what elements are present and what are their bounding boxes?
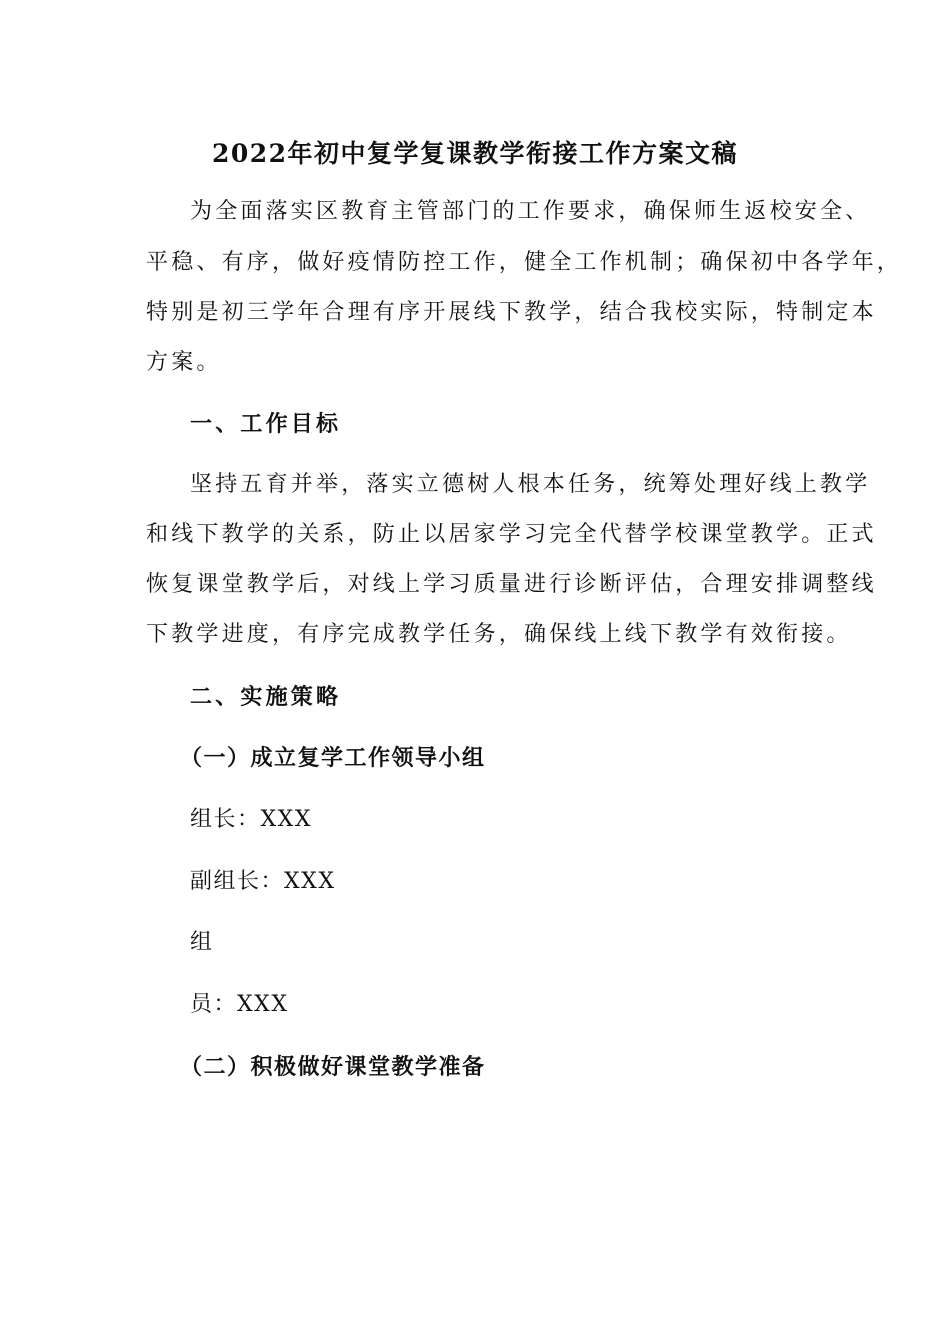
- goals-line-2: 和线下教学的关系，防止以居家学习完全代替学校课堂教学。正式: [146, 522, 877, 547]
- intro-line-1: 为全面落实区教育主管部门的工作要求，确保师生返校安全、: [190, 199, 871, 224]
- goals-line-4: 下教学进度，有序完成教学任务，确保线上线下教学有效衔接。: [146, 622, 852, 647]
- section-heading-strategy: 二、实施策略: [190, 684, 342, 710]
- members-value: 员：XXX: [190, 992, 289, 1017]
- members-label: 组: [190, 930, 214, 955]
- intro-line-2: 平稳、有序，做好疫情防控工作，健全工作机制；确保初中各学年，: [146, 250, 903, 275]
- document-title: 2022年初中复学复课教学衔接工作方案文稿: [211, 139, 739, 168]
- goals-line-3: 恢复课堂教学后，对线上学习质量进行诊断评估，合理安排调整线: [146, 572, 877, 597]
- deputy-leader: 副组长：XXX: [190, 869, 336, 894]
- group-leader: 组长：XXX: [190, 807, 312, 832]
- intro-line-4: 方案。: [146, 350, 222, 375]
- intro-line-3: 特别是初三学年合理有序开展线下教学，结合我校实际，特制定本: [146, 300, 877, 325]
- goals-line-1: 坚持五育并举，落实立德树人根本任务，统筹处理好线上教学: [190, 472, 871, 497]
- subsection-heading-preparation: （二）积极做好课堂教学准备: [180, 1054, 486, 1080]
- section-heading-goals: 一、工作目标: [190, 411, 342, 437]
- subsection-heading-leadership: （一）成立复学工作领导小组: [180, 745, 486, 771]
